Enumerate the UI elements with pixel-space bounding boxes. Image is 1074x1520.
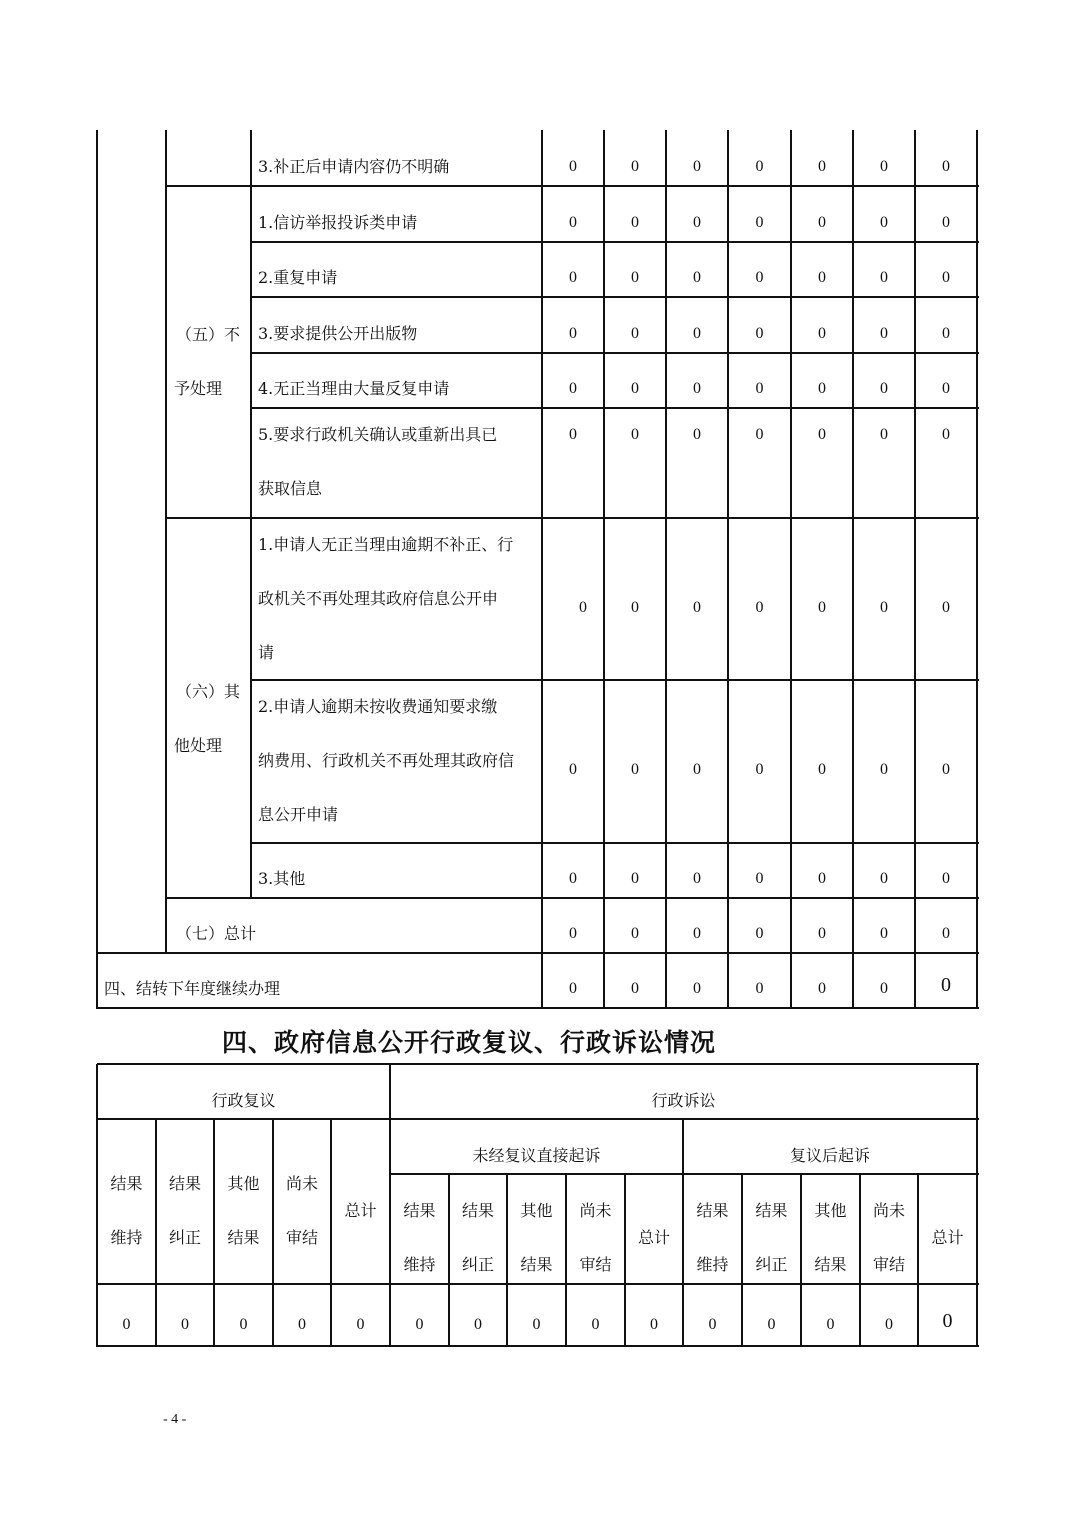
group-label: （六）其 (176, 682, 241, 701)
value-cell: 0 (631, 325, 639, 342)
col-header: 维持 (696, 1255, 729, 1274)
page-number: - 4 - (163, 1412, 187, 1427)
value-cell: 0 (693, 380, 701, 397)
value-cell: 0 (631, 761, 639, 778)
row-label: 3.补正后申请内容仍不明确 (258, 157, 450, 176)
value-cell: 0 (942, 870, 950, 887)
value-cell: 0 (579, 599, 587, 616)
table-rule (914, 130, 916, 1009)
value-cell: 0 (818, 158, 826, 175)
col-header: 结果 (755, 1201, 788, 1220)
value-cell: 0 (693, 870, 701, 887)
row-label: 获取信息 (258, 479, 323, 498)
value-cell: 0 (755, 870, 764, 887)
value-cell: 0 (569, 269, 577, 286)
value-cell: 0 (818, 426, 826, 443)
col-header: 纠正 (461, 1255, 494, 1274)
value-cell: 0 (755, 599, 764, 616)
row-label: 息公开申请 (258, 805, 339, 824)
value-cell: 0 (818, 870, 826, 887)
value-cell: 0 (942, 1310, 953, 1332)
row-label: 纳费用、行政机关不再处理其政府信 (258, 751, 515, 770)
table-rule (165, 130, 167, 953)
col-header: 审结 (872, 1255, 905, 1274)
value-cell: 0 (818, 269, 826, 286)
table-rule (97, 1007, 979, 1009)
value-cell: 0 (122, 1316, 131, 1333)
value-cell: 0 (693, 925, 701, 942)
table-rule (976, 130, 978, 1009)
col-header: 纠正 (755, 1255, 788, 1274)
value-cell: 0 (880, 158, 888, 175)
table-rule (251, 842, 979, 844)
value-cell: 0 (755, 158, 764, 175)
value-cell: 0 (941, 974, 951, 996)
value-cell: 0 (415, 1316, 424, 1333)
row-label: 3.要求提供公开出版物 (258, 324, 418, 343)
value-cell: 0 (942, 761, 950, 778)
table-rule (97, 952, 979, 954)
value-cell: 0 (650, 1316, 658, 1333)
col-header: 结果 (110, 1174, 143, 1193)
value-cell: 0 (569, 325, 577, 342)
value-cell: 0 (942, 925, 950, 942)
table-rule (390, 1173, 979, 1175)
value-cell: 0 (569, 761, 577, 778)
col-header: 其他 (520, 1201, 553, 1220)
row-label: 政机关不再处理其政府信息公开申 (258, 589, 499, 608)
value-cell: 0 (474, 1316, 482, 1333)
value-cell: 0 (631, 269, 639, 286)
value-cell: 0 (693, 325, 701, 342)
value-cell: 0 (880, 761, 888, 778)
value-cell: 0 (569, 980, 577, 997)
col-header: 其他 (814, 1201, 847, 1220)
header-after-review: 复议后起诉 (789, 1146, 870, 1165)
table-rule (727, 130, 729, 1009)
value-cell: 0 (569, 158, 577, 175)
group-label: （五）不 (176, 325, 241, 344)
table-rule (541, 130, 543, 1009)
table-rule (166, 185, 979, 187)
col-header: 结果 (403, 1201, 436, 1220)
value-cell: 0 (631, 380, 639, 397)
table-rule (251, 679, 979, 681)
value-cell: 0 (298, 1316, 306, 1333)
table-rule (603, 130, 605, 1009)
value-cell: 0 (818, 925, 826, 942)
col-header: 结果 (696, 1201, 729, 1220)
value-cell: 0 (942, 214, 950, 231)
row-label: 3.其他 (258, 869, 306, 888)
value-cell: 0 (826, 1316, 835, 1333)
col-header: 尚未 (579, 1201, 612, 1220)
row-label: 4.无正当理由大量反复申请 (258, 379, 450, 398)
value-cell: 0 (755, 925, 764, 942)
col-header: 结果 (461, 1201, 494, 1220)
value-cell: 0 (569, 380, 577, 397)
value-cell: 0 (755, 325, 764, 342)
row-label: 2.重复申请 (258, 268, 338, 287)
value-cell: 0 (569, 426, 577, 443)
col-header: 审结 (285, 1228, 318, 1247)
value-cell: 0 (942, 426, 950, 443)
table-rule (96, 130, 98, 1009)
table-rule (97, 1283, 979, 1285)
value-cell: 0 (631, 158, 639, 175)
header-direct: 未经复议直接起诉 (472, 1146, 601, 1165)
value-cell: 0 (880, 426, 888, 443)
value-cell: 0 (631, 214, 639, 231)
table-rule (97, 1063, 979, 1065)
group-label: 他处理 (174, 736, 223, 755)
value-cell: 0 (708, 1316, 717, 1333)
col-header: 尚未 (872, 1201, 905, 1220)
value-cell: 0 (532, 1316, 541, 1333)
value-cell: 0 (755, 980, 764, 997)
table-rule (251, 296, 979, 298)
value-cell: 0 (880, 980, 888, 997)
value-cell: 0 (569, 870, 577, 887)
value-cell: 0 (942, 158, 950, 175)
row-label: 请 (258, 643, 275, 662)
col-header: 结果 (520, 1255, 553, 1274)
value-cell: 0 (356, 1316, 365, 1333)
col-header: 其他 (227, 1174, 260, 1193)
table-rule (251, 407, 979, 409)
value-cell: 0 (631, 426, 639, 443)
row-label: 四、结转下年度继续办理 (104, 979, 281, 998)
value-cell: 0 (693, 426, 701, 443)
value-cell: 0 (693, 269, 701, 286)
col-header: 结果 (814, 1255, 847, 1274)
value-cell: 0 (181, 1316, 189, 1333)
row-label: 1.信访举报投诉类申请 (258, 213, 418, 232)
value-cell: 0 (880, 599, 888, 616)
col-header: 审结 (579, 1255, 612, 1274)
table-rule (665, 130, 667, 1009)
value-cell: 0 (942, 380, 950, 397)
table-rule (166, 897, 979, 899)
col-header: 结果 (168, 1174, 201, 1193)
table-rule (166, 517, 979, 519)
col-header: 尚未 (285, 1174, 318, 1193)
section-title: 四、政府信息公开行政复议、行政诉讼情况 (222, 1028, 717, 1057)
col-header: 结果 (227, 1228, 260, 1247)
value-cell: 0 (880, 380, 888, 397)
col-header: 总计 (344, 1201, 377, 1220)
value-cell: 0 (880, 870, 888, 887)
value-cell: 0 (569, 925, 577, 942)
value-cell: 0 (631, 870, 639, 887)
value-cell: 0 (942, 599, 950, 616)
value-cell: 0 (885, 1316, 893, 1333)
value-cell: 0 (818, 980, 826, 997)
value-cell: 0 (755, 380, 764, 397)
value-cell: 0 (880, 269, 888, 286)
value-cell: 0 (755, 761, 764, 778)
value-cell: 0 (693, 158, 701, 175)
value-cell: 0 (591, 1316, 600, 1333)
value-cell: 0 (818, 599, 826, 616)
value-cell: 0 (880, 925, 888, 942)
col-header: 维持 (403, 1255, 436, 1274)
table-rule (97, 1345, 979, 1347)
value-cell: 0 (818, 214, 826, 231)
col-header: 纠正 (168, 1228, 201, 1247)
value-cell: 0 (693, 980, 701, 997)
value-cell: 0 (693, 761, 701, 778)
value-cell: 0 (880, 325, 888, 342)
value-cell: 0 (755, 426, 764, 443)
value-cell: 0 (755, 214, 764, 231)
value-cell: 0 (818, 380, 826, 397)
value-cell: 0 (942, 325, 950, 342)
table-rule (852, 130, 854, 1009)
value-cell: 0 (818, 761, 826, 778)
value-cell: 0 (693, 599, 701, 616)
value-cell: 0 (767, 1316, 776, 1333)
value-cell: 0 (239, 1316, 248, 1333)
col-header: 维持 (110, 1228, 143, 1247)
table-rule (251, 352, 979, 354)
value-cell: 0 (880, 214, 888, 231)
col-header: 总计 (931, 1228, 964, 1247)
value-cell: 0 (569, 214, 577, 231)
table-rule (250, 130, 252, 898)
col-header: 总计 (637, 1228, 670, 1247)
row-label: 2.申请人逾期未按收费通知要求缴 (258, 697, 498, 716)
row-label: 5.要求行政机关确认或重新出具已 (258, 425, 498, 444)
value-cell: 0 (942, 269, 950, 286)
value-cell: 0 (631, 980, 639, 997)
value-cell: 0 (818, 325, 826, 342)
value-cell: 0 (693, 214, 701, 231)
row-label: 1.申请人无正当理由逾期不补正、行 (258, 535, 514, 554)
table-rule (97, 1118, 979, 1120)
value-cell: 0 (755, 269, 764, 286)
row-label: （七）总计 (176, 924, 257, 943)
header-litigation: 行政诉讼 (651, 1091, 716, 1110)
value-cell: 0 (631, 599, 639, 616)
value-cell: 0 (631, 925, 639, 942)
group-label: 予处理 (174, 379, 223, 398)
table-rule (790, 130, 792, 1009)
header-review: 行政复议 (211, 1091, 276, 1110)
table-rule (251, 241, 979, 243)
